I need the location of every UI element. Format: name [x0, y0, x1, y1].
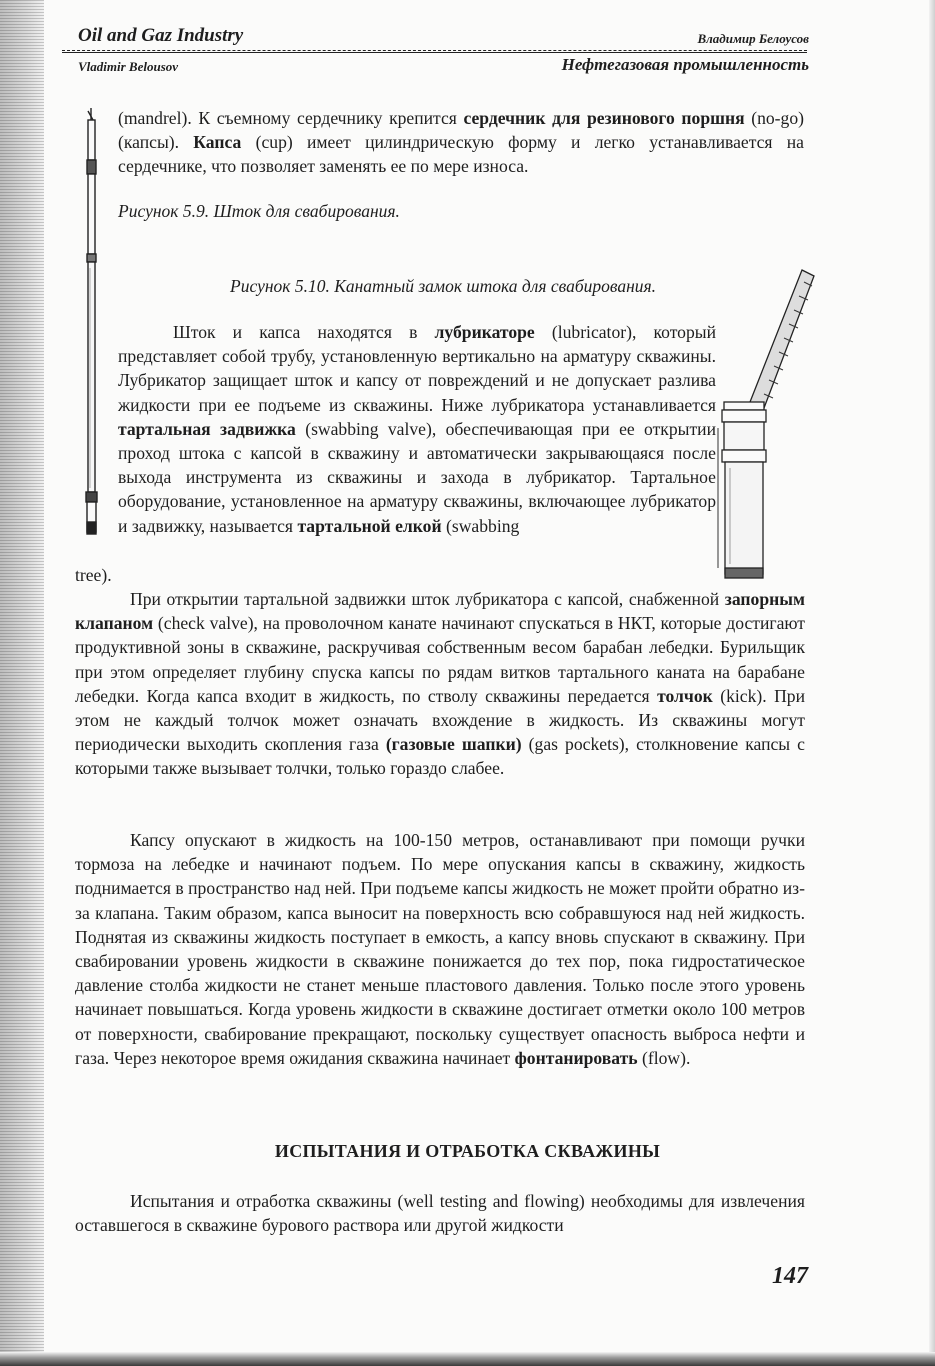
- header-author-russian: Владимир Белоусов: [697, 31, 809, 46]
- header-rule-top: [62, 50, 807, 51]
- header-book-title: Oil and Gaz Industry: [78, 25, 244, 46]
- scan-edge-bottom: [0, 1352, 935, 1366]
- lubricator-paragraph: [118, 320, 716, 538]
- swab-valve-paragraph: [75, 587, 805, 781]
- cup-lowering-paragraph: [75, 828, 805, 1070]
- testing-paragraph: [75, 1189, 805, 1237]
- rope-socket-figure: [716, 268, 816, 586]
- para-lubricator-text: Шток и капса находятся в лубрикаторе (lubricator), который представляет собой трубу, установленную вертикально на арматуру скважины. Лубрикатор защищает шток и капсу от повреждений и не допускает разлива жидкости при ее подъеме из скважины. Ниже лубрикатора устанавливается тартальная задвижка (swabbing valve), обеспечивающая при ее открытии проход штока с капсой в скважину и автоматически закрывающаяся после выхода инструмента из скважины и захода в лубрикатор. Тартальное оборудование, установленное на арматуру скважины, включающее лубрикатор и задвижку, называется тартальной елкой (swabbing: [118, 322, 716, 536]
- figure-5-9-caption: Рисунок 5.9. Шток для свабирования.: [118, 201, 400, 221]
- intro-paragraph: [118, 106, 804, 179]
- testing-paragraph-text: Испытания и отработка скважины (well testing and flowing) необходимы для извлечения оставшегося в скважине бурового раствора или другой жидкости: [75, 1191, 805, 1236]
- header-author-english: Vladimir Belousov: [78, 59, 179, 74]
- lubricator-paragraph-end: tree).: [75, 565, 112, 585]
- header-book-title-russian: Нефтегазовая промышленность: [561, 55, 809, 74]
- header-rule-bottom: [62, 52, 807, 53]
- para-lowering-text: Капсу опускают в жидкость на 100-150 метров, останавливают при помощи ручки тормоза на лебедке и начинают подъем. По мере опускания капсы в скважину, жидкость поднимается в пространство над ней. При подъеме капсы жидкость не может пройти обратно из-за клапана. Таким образом, капса выносит на поверхность всю собравшуюся над ней жидкость. Поднятая из скважины жидкость поступает в емкость, а капсу вновь спускают в скважину. При свабировании уровень жидкости в скважине понижается до тех пор, пока гидростатическое давление столба жидкости не станет меньше пластового давления. Только после этого уровень начинает повышаться. Когда уровень жидкости в скважине достигает отметки около 100 метров от поверхности, свабирование прекращают, поскольку существует опасность выброса нефти и газа. Через некоторое время ожидания скважина начинает фонтанировать (flow).: [75, 830, 805, 1068]
- swab-rod-figure: [78, 108, 108, 538]
- para-intro-text: (mandrel). К съемному сердечнику крепится сердечник для резинового поршня (no-go) (капсы). Капса (cup) имеет цилиндрическую форму и легко устанавливается на сердечнике, что позволяет заменять ее по мере износа.: [118, 108, 804, 177]
- figure-5-10-caption: Рисунок 5.10. Канатный замок штока для свабирования.: [230, 276, 657, 296]
- section-heading: ИСПЫТАНИЯ И ОТРАБОТКА СКВАЖИНЫ: [274, 1141, 661, 1161]
- para-valve-text: При открытии тартальной задвижки шток лубрикатора с капсой, снабженной запорным клапаном (check valve), на проволочном канате начинают спускаться в НКТ, которые достигают продуктивной зоны в скважине, раскручивая собственным весом барабан лебедки. Бурильщик при этом определяет глубину спуска капсы по рядам витков тартального каната на барабане лебедки. Когда капса входит в жидкость, по стволу скважины передается толчок (kick). При этом не каждый толчок может означать вхождение в жидкость. Из скважины могут периодически выходить скопления газа (газовые шапки) (gas pockets), столкновение капсы с которыми также вызывает толчки, только гораздо слабее.: [75, 589, 805, 779]
- page-number: 147: [772, 1263, 808, 1289]
